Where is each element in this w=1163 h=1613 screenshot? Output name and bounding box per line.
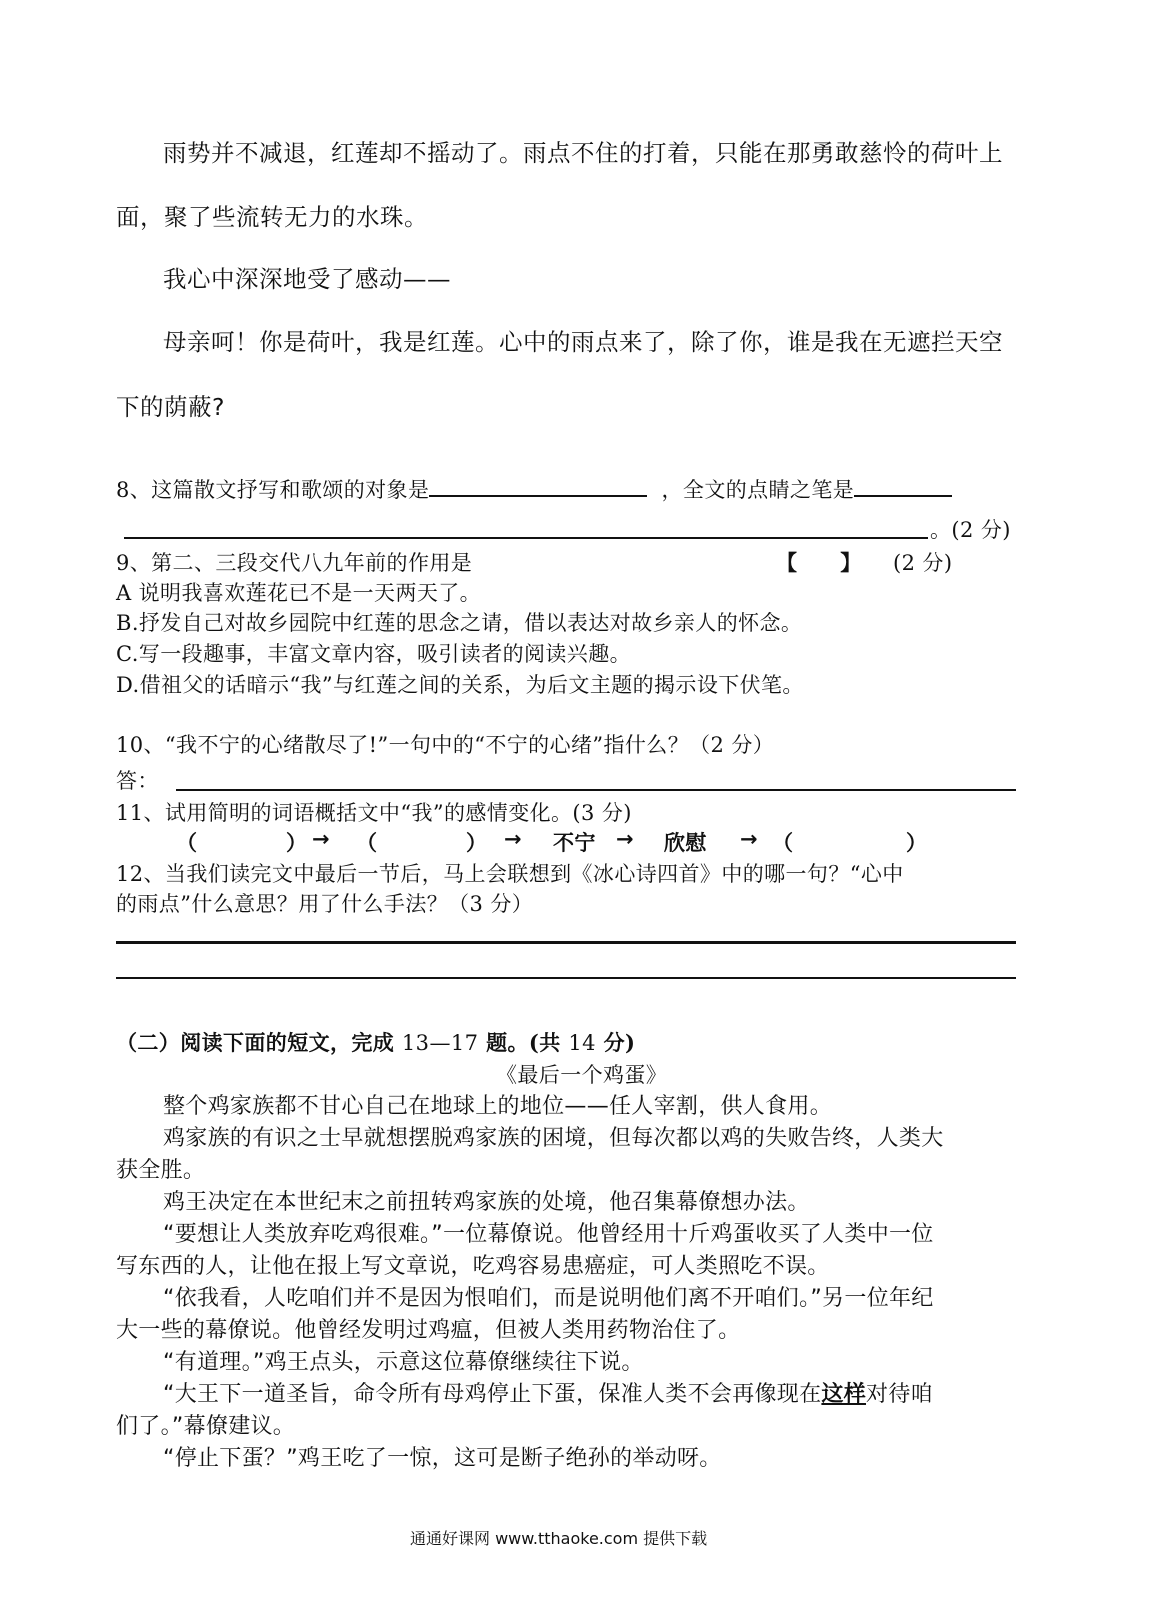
option-b: B.抒发自己对故乡园院中红莲的思念之请，借以表达对故乡亲人的怀念。 (116, 611, 803, 635)
story-line: “有道理。”鸡王点头，示意这位幕僚继续往下说。 (163, 1350, 644, 1375)
story-text: 对待咱 (866, 1382, 933, 1407)
chain-open: （ (772, 830, 794, 855)
question-12-line: 12、当我们读完文中最后一节后，马上会联想到《冰心诗四首》中的哪一句？“心中 (116, 862, 904, 886)
story-line: 鸡家族的有识之士早就想摆脱鸡家族的困境，但每次都以鸡的失败告终，人类大 (163, 1126, 944, 1151)
question-11-stem: 11、试用简明的词语概括文中“我”的感情变化。(3 分) (116, 801, 632, 825)
option-c: C.写一段趣事，丰富文章内容，吸引读者的阅读兴趣。 (116, 642, 631, 666)
heading-part: （二）阅读下面的短文，完成 (116, 1030, 402, 1055)
prose-line: 雨势并不减退，红莲却不摇动了。雨点不住的打着，只能在那勇敢慈怜的荷叶上 (163, 139, 1003, 167)
section-heading (116, 1027, 635, 1057)
answer-line[interactable] (116, 941, 1016, 944)
prose-line: 母亲呵！你是荷叶，我是红莲。心中的雨点来了，除了你，谁是我在无遮拦天空 (163, 328, 1003, 356)
story-line: 大一些的幕僚说。他曾经发明过鸡瘟，但被人类用药物治住了。 (116, 1318, 741, 1343)
heading-part: 13—17 (401, 1031, 479, 1055)
question-9-score: (2 分) (893, 551, 953, 575)
prose-line: 下的荫蔽? (116, 393, 225, 421)
chain-close: ） (286, 830, 308, 855)
arrow-icon: → (312, 827, 330, 851)
answer-line[interactable] (116, 977, 1016, 979)
chain-close: ） (906, 830, 928, 855)
arrow-icon: → (504, 827, 522, 851)
chain-word: 不宁 (553, 830, 596, 855)
story-line: 获全胜。 (116, 1158, 206, 1183)
heading-part: 14 (568, 1031, 596, 1055)
question-8-text-b: ，全文的点睛之笔是 (661, 478, 855, 502)
story-line: 写东西的人，让他在报上写文章说，吃鸡容易患癌症，可人类照吃不误。 (116, 1254, 830, 1279)
story-line: “要想让人类放弃吃鸡很难。”一位幕僚说。他曾经用十斤鸡蛋收买了人类中一位 (163, 1222, 934, 1247)
question-12-line: 的雨点”什么意思？用了什么手法？（3 分） (116, 892, 534, 916)
story-line (163, 1377, 933, 1408)
question-8 (116, 473, 952, 504)
answer-blank[interactable] (854, 473, 952, 497)
chain-open: （ (176, 830, 198, 855)
answer-bracket[interactable]: 【 】 (776, 550, 862, 575)
chain-word: 欣慰 (664, 830, 707, 855)
chain-close: ） (466, 830, 488, 855)
heading-part: 分) (595, 1030, 636, 1055)
prose-line: 面，聚了些流转无力的水珠。 (116, 203, 428, 231)
heading-part: 题。(共 (478, 1030, 569, 1055)
arrow-icon: → (616, 827, 634, 851)
chain-open: （ (356, 830, 378, 855)
story-line: 整个鸡家族都不甘心自己在地球上的地位——任人宰割，供人食用。 (163, 1094, 833, 1119)
question-9-stem: 9、第二、三段交代八九年前的作用是 (116, 551, 473, 575)
answer-line[interactable] (176, 789, 1016, 791)
story-line: “依我看，人吃咱们并不是因为恨咱们，而是说明他们离不开咱们。”另一位年纪 (163, 1286, 934, 1311)
prose-line: 我心中深深地受了感动—— (163, 265, 451, 293)
option-a: A 说明我喜欢莲花已不是一天两天了。 (116, 581, 482, 605)
question-8-text-a: 8、这篇散文抒写和歌颂的对象是 (116, 478, 430, 502)
story-text: “大王下一道圣旨，命令所有母鸡停止下蛋，保准人类不会再像现在 (163, 1382, 822, 1407)
footer-text: 通通好课网 www.tthaoke.com 提供下载 (410, 1529, 708, 1548)
story-title: 《最后一个鸡蛋》 (496, 1063, 668, 1087)
story-line: 们了。”幕僚建议。 (116, 1414, 296, 1439)
story-line: 鸡王决定在本世纪末之前扭转鸡家族的处境，他召集幕僚想办法。 (163, 1190, 810, 1215)
underlined-word: 这样 (821, 1382, 867, 1407)
option-d: D.借祖父的话暗示“我”与红莲之间的关系，为后文主题的揭示设下伏笔。 (116, 673, 804, 697)
answer-line[interactable] (124, 537, 928, 539)
answer-blank[interactable] (429, 473, 647, 497)
story-line: “停止下蛋？”鸡王吃了一惊，这可是断子绝孙的举动呀。 (163, 1446, 722, 1471)
question-10-stem: 10、“我不宁的心绪散尽了!”一句中的“不宁的心绪”指什么？（2 分） (116, 733, 775, 757)
question-8-end: 。(2 分) (930, 518, 1011, 542)
answer-label: 答： (116, 769, 159, 793)
arrow-icon: → (740, 827, 758, 851)
